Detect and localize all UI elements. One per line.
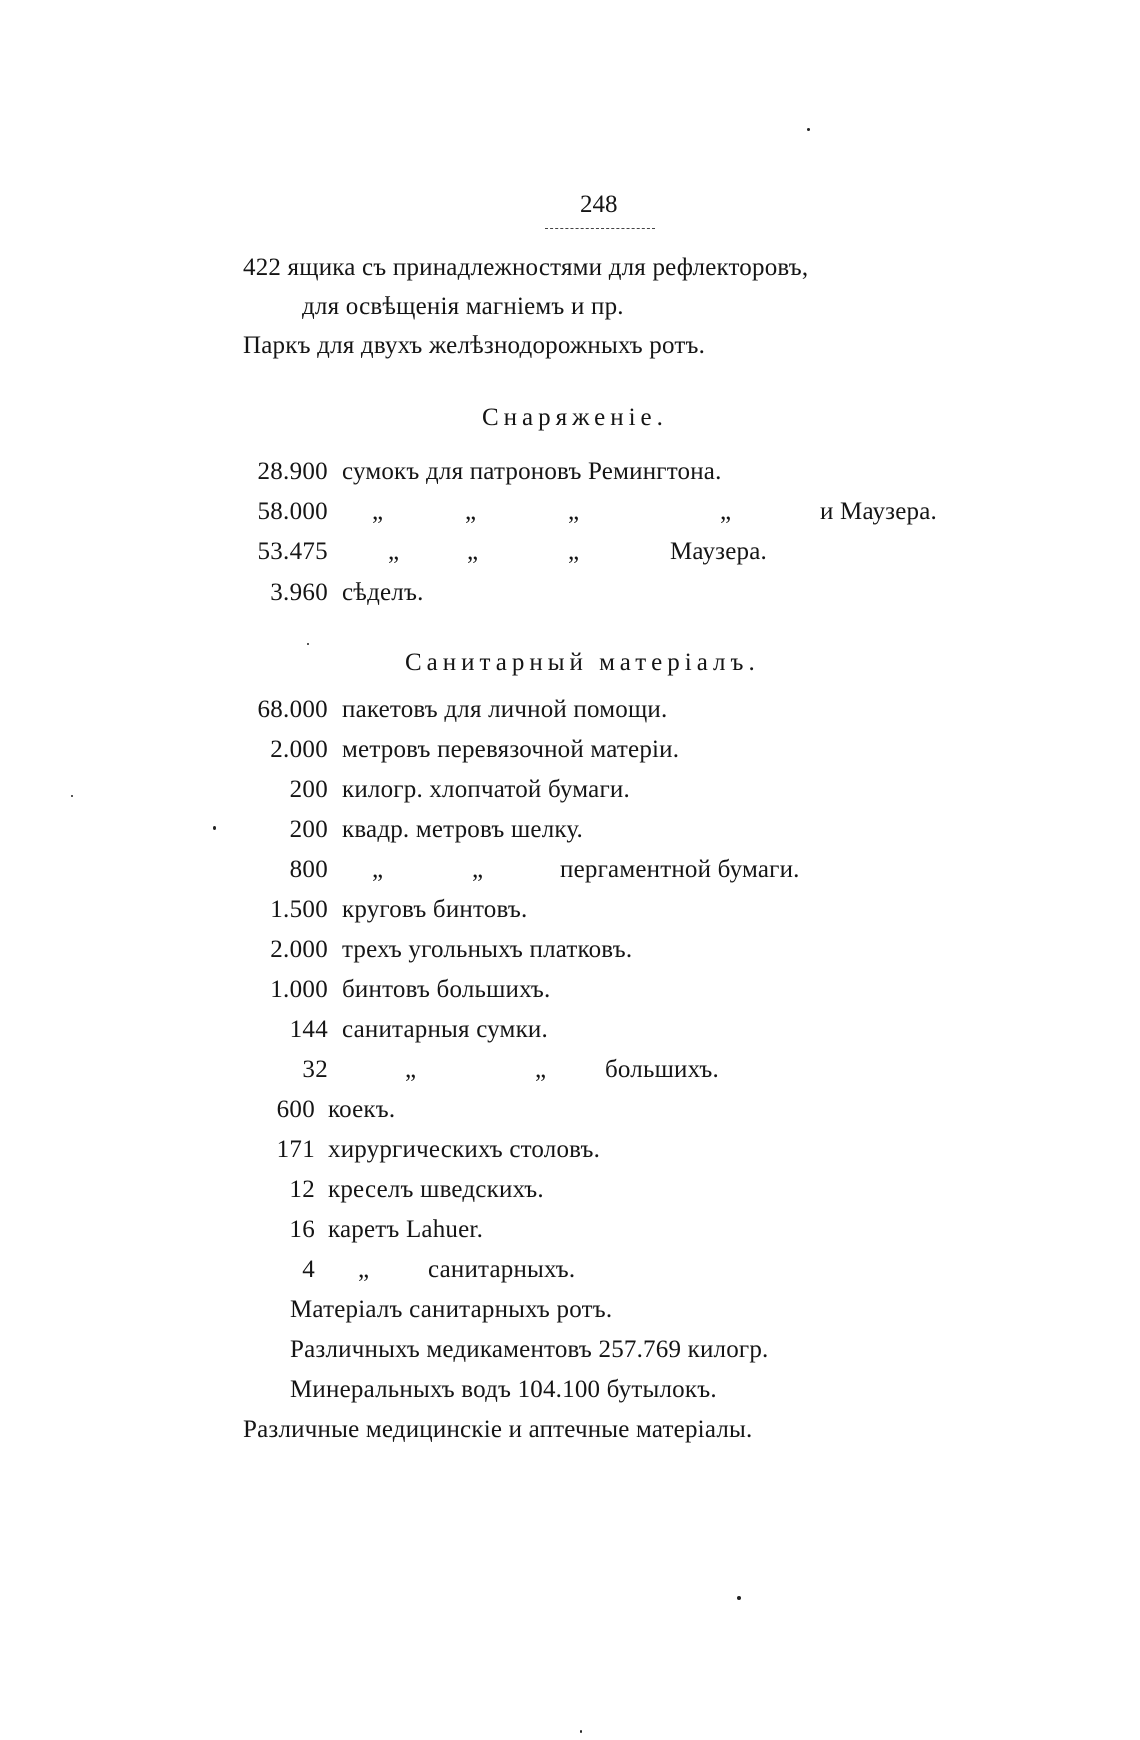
equipment-qty: 58.000 — [257, 498, 328, 525]
scan-speck — [213, 826, 216, 830]
intro-line-3: Паркъ для двухъ желѣзнодорожныхъ ротъ. — [243, 332, 706, 359]
sanitary-qty: 68.000 — [257, 696, 328, 723]
sanitary-final-line: Различные медицинскіе и аптечные матеріалы. — [243, 1416, 753, 1443]
equipment-text: сѣделъ. — [342, 579, 424, 606]
sanitary-qty: 144 — [289, 1016, 328, 1043]
intro-line-2: для освѣщенія магніемъ и пр. — [302, 293, 624, 320]
sanitary-qty: 2.000 — [270, 736, 328, 763]
ditto-mark: „ — [358, 1256, 370, 1283]
sanitary-text: каретъ Lahuer. — [328, 1216, 484, 1243]
sanitary-qty: 1.500 — [270, 896, 328, 923]
equipment-text: Маузера. — [670, 538, 767, 565]
ditto-mark: „ — [720, 498, 732, 525]
equipment-heading: Снаряженіе. — [482, 404, 668, 431]
sanitary-medicines-line: Различныхъ медикаментовъ 257.769 килогр. — [290, 1336, 769, 1363]
sanitary-qty: 12 — [289, 1176, 315, 1203]
sanitary-qty: 800 — [289, 856, 328, 883]
sanitary-text: коекъ. — [328, 1096, 396, 1123]
sanitary-text: круговъ бинтовъ. — [342, 896, 528, 923]
intro-line-1: 422 ящика съ принадлежностями для рефлекторовъ, — [243, 254, 809, 281]
sanitary-heading: Санитарный матеріалъ. — [405, 649, 760, 676]
sanitary-materials-line: Матеріалъ санитарныхъ ротъ. — [290, 1296, 613, 1323]
equipment-qty: 3.960 — [270, 579, 328, 606]
sanitary-qty: 32 — [302, 1056, 328, 1083]
ditto-mark: „ — [372, 498, 384, 525]
ditto-mark: „ — [388, 538, 400, 565]
page-number: 248 — [580, 191, 618, 218]
sanitary-text: санитарныя сумки. — [342, 1016, 548, 1043]
sanitary-waters-line: Минеральныхъ водъ 104.100 бутылокъ. — [290, 1376, 717, 1403]
sanitary-qty: 2.000 — [270, 936, 328, 963]
sanitary-text: квадр. метровъ шелку. — [342, 816, 584, 843]
page-number-rule — [545, 228, 655, 229]
sanitary-text: трехъ угольныхъ платковъ. — [342, 936, 633, 963]
sanitary-qty: 16 — [289, 1216, 315, 1243]
ditto-mark: „ — [467, 538, 479, 565]
sanitary-qty: 4 — [302, 1256, 315, 1283]
equipment-text: и Маузера. — [820, 498, 938, 525]
sanitary-text: пергаментной бумаги. — [560, 856, 800, 883]
ditto-mark: „ — [372, 856, 384, 883]
scan-speck — [807, 128, 810, 131]
sanitary-qty: 1.000 — [270, 976, 328, 1003]
sanitary-qty: 171 — [276, 1136, 315, 1163]
sanitary-text: креселъ шведскихъ. — [328, 1176, 544, 1203]
ditto-mark: „ — [568, 498, 580, 525]
ditto-mark: „ — [405, 1056, 417, 1083]
equipment-qty: 53.475 — [257, 538, 328, 565]
sanitary-qty: 600 — [276, 1096, 315, 1123]
sanitary-text: килогр. хлопчатой бумаги. — [342, 776, 630, 803]
sanitary-qty: 200 — [289, 776, 328, 803]
scan-speck — [737, 1596, 741, 1600]
equipment-text: сумокъ для патроновъ Ремингтона. — [342, 458, 722, 485]
scan-speck — [307, 643, 309, 645]
ditto-mark: „ — [472, 856, 484, 883]
sanitary-text: санитарныхъ. — [428, 1256, 576, 1283]
sanitary-text: большихъ. — [605, 1056, 719, 1083]
ditto-mark: „ — [535, 1056, 547, 1083]
ditto-mark: „ — [465, 498, 477, 525]
sanitary-text: метровъ перевязочной матеріи. — [342, 736, 680, 763]
sanitary-text: бинтовъ большихъ. — [342, 976, 551, 1003]
sanitary-text: хирургическихъ столовъ. — [328, 1136, 601, 1163]
sanitary-text: пакетовъ для личной помощи. — [342, 696, 668, 723]
scan-speck — [580, 1730, 582, 1733]
scan-speck — [71, 795, 73, 797]
ditto-mark: „ — [568, 538, 580, 565]
sanitary-qty: 200 — [289, 816, 328, 843]
equipment-qty: 28.900 — [257, 458, 328, 485]
